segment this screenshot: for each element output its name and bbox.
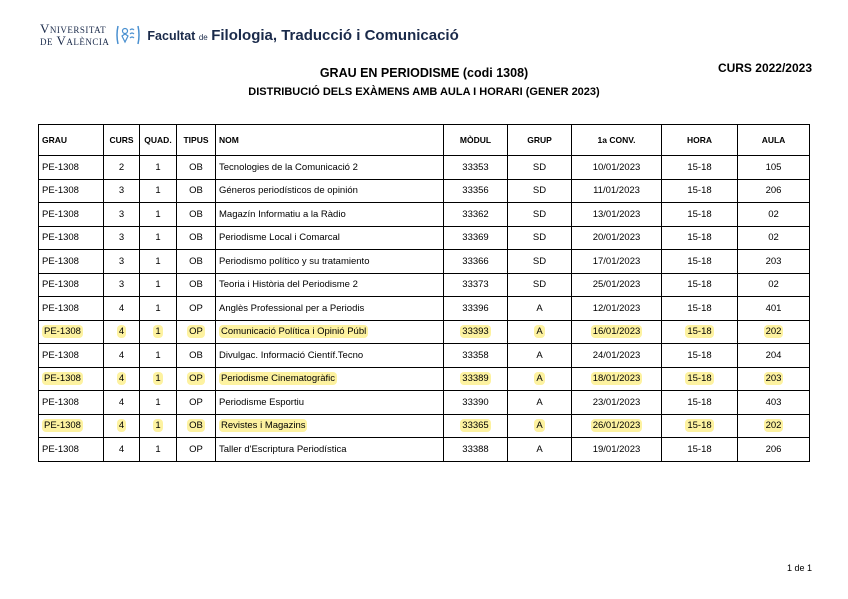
cell-aula — [738, 203, 810, 227]
cell-hora — [662, 438, 738, 462]
cell-conv — [572, 250, 662, 274]
cell-quad — [140, 179, 177, 203]
cell-text: PE-1308 — [42, 443, 79, 455]
cell-tipus — [177, 414, 216, 438]
cell-aula — [738, 297, 810, 321]
cell-text: 1 — [155, 420, 161, 432]
cell-text: A — [536, 373, 543, 385]
cell-text: 33365 — [462, 420, 489, 432]
cell-hora — [662, 414, 738, 438]
cell-text: 33358 — [462, 349, 489, 361]
cell-modul — [444, 344, 508, 368]
header-col-aula: AULA — [738, 125, 810, 156]
cell-text: SD — [532, 208, 547, 220]
cell-text: 1 — [155, 396, 161, 408]
cell-text: 15-18 — [687, 279, 712, 291]
cell-grup — [508, 250, 572, 274]
cell-text: SD — [532, 255, 547, 267]
cell-text: 33390 — [462, 396, 489, 408]
cell-aula — [738, 226, 810, 250]
cell-aula — [738, 179, 810, 203]
cell-curs — [104, 297, 140, 321]
cell-grup — [508, 297, 572, 321]
cell-conv — [572, 367, 662, 391]
cell-aula — [738, 414, 810, 438]
university-line2: de València — [40, 33, 110, 48]
cell-text: 1 — [155, 349, 161, 361]
cell-text: PE-1308 — [42, 349, 79, 361]
cell-text: 02 — [768, 279, 779, 291]
cell-grup — [508, 367, 572, 391]
cell-curs — [104, 179, 140, 203]
cell-text: A — [536, 349, 543, 361]
cell-grup — [508, 156, 572, 180]
cell-tipus — [177, 203, 216, 227]
cell-tipus — [177, 320, 216, 344]
cell-nom — [216, 297, 444, 321]
cell-text: 2 — [118, 161, 125, 173]
cell-aula — [738, 391, 810, 415]
cell-grau — [39, 367, 104, 391]
cell-text: 11/01/2023 — [593, 185, 640, 197]
table-row — [39, 344, 810, 368]
cell-text: 4 — [118, 396, 125, 408]
cell-nom — [216, 414, 444, 438]
cell-grau — [39, 438, 104, 462]
cell-grau — [39, 156, 104, 180]
cell-modul — [444, 203, 508, 227]
cell-text: 4 — [118, 302, 125, 314]
cell-hora — [662, 179, 738, 203]
cell-aula — [738, 273, 810, 297]
cell-text: OP — [189, 373, 203, 385]
cell-text: 203 — [765, 373, 782, 385]
cell-hora — [662, 344, 738, 368]
institution-header — [40, 22, 459, 48]
faculty-name — [147, 27, 458, 44]
cell-grau — [39, 391, 104, 415]
cell-text: 19/01/2023 — [592, 443, 641, 455]
header-col-grau: GRAU — [39, 125, 104, 156]
cell-text: 401 — [765, 302, 782, 314]
table-row — [39, 250, 810, 274]
cell-text: 4 — [118, 420, 125, 432]
cell-text: PE-1308 — [42, 161, 79, 173]
cell-text: PE-1308 — [42, 302, 79, 314]
table-row — [39, 391, 810, 415]
cell-text: Géneros periodísticos de opinión — [219, 185, 358, 197]
cell-text: 204 — [765, 349, 782, 361]
cell-text: PE-1308 — [42, 396, 79, 408]
cell-text: PE-1308 — [42, 185, 79, 197]
cell-grau — [39, 414, 104, 438]
cell-grup — [508, 438, 572, 462]
cell-grup — [508, 391, 572, 415]
cell-text: OP — [189, 302, 203, 314]
cell-tipus — [177, 273, 216, 297]
cell-text: A — [536, 302, 543, 314]
cell-text: 1 — [155, 443, 161, 455]
cell-text: 1 — [155, 326, 161, 338]
cell-grau — [39, 344, 104, 368]
cell-nom — [216, 344, 444, 368]
cell-modul — [444, 320, 508, 344]
cell-grau — [39, 250, 104, 274]
cell-quad — [140, 320, 177, 344]
cell-curs — [104, 156, 140, 180]
cell-hora — [662, 320, 738, 344]
cell-text: 33388 — [462, 443, 489, 455]
cell-text: SD — [532, 232, 547, 244]
table-row — [39, 320, 810, 344]
cell-tipus — [177, 226, 216, 250]
cell-nom — [216, 367, 444, 391]
cell-text: 17/01/2023 — [592, 255, 641, 267]
cell-text: PE-1308 — [44, 326, 81, 338]
cell-hora — [662, 273, 738, 297]
document-title: GRAU EN PERIODISME (codi 1308) — [319, 66, 529, 80]
document-subtitle: DISTRIBUCIÓ DELS EXÀMENS AMB AULA I HORARI (GENER 2023) — [248, 86, 600, 98]
cell-text: 33369 — [462, 232, 489, 244]
header-col-grup: GRUP — [508, 125, 572, 156]
cell-conv — [572, 344, 662, 368]
cell-text: Tecnologies de la Comunicació 2 — [219, 161, 358, 173]
cell-text: Divulgac. Informació Científ.Tecno — [219, 349, 364, 361]
table-row — [39, 226, 810, 250]
cell-text: 16/01/2023 — [592, 326, 641, 338]
header-col-quad: QUAD. — [140, 125, 177, 156]
cell-text: 203 — [765, 255, 782, 267]
cell-modul — [444, 156, 508, 180]
cell-text: 18/01/2023 — [592, 373, 641, 385]
cell-text: SD — [532, 279, 547, 291]
cell-hora — [662, 203, 738, 227]
cell-conv — [572, 156, 662, 180]
cell-grau — [39, 273, 104, 297]
cell-text: OB — [189, 208, 203, 220]
cell-aula — [738, 320, 810, 344]
cell-text: SD — [532, 185, 547, 197]
header-col-conv: 1a CONV. — [572, 125, 662, 156]
cell-conv — [572, 320, 662, 344]
cell-text: Comunicació Política i Opinió Públ — [221, 326, 367, 338]
cell-nom — [216, 156, 444, 180]
cell-nom — [216, 226, 444, 250]
cell-text: PE-1308 — [42, 208, 79, 220]
cell-text: 4 — [118, 349, 125, 361]
cell-text: 403 — [765, 396, 782, 408]
cell-conv — [572, 438, 662, 462]
cell-conv — [572, 226, 662, 250]
cell-quad — [140, 297, 177, 321]
table-row — [39, 156, 810, 180]
cell-text: Periodisme Cinematogràfic — [221, 373, 336, 385]
cell-text: OB — [189, 420, 203, 432]
cell-text: 33353 — [462, 161, 489, 173]
cell-text: SD — [532, 161, 547, 173]
table-row — [39, 203, 810, 227]
header-col-nom: NOM — [216, 125, 444, 156]
cell-conv — [572, 391, 662, 415]
header-col-tipus: TIPUS — [177, 125, 216, 156]
cell-grau — [39, 179, 104, 203]
university-emblem-icon — [115, 22, 141, 48]
cell-modul — [444, 273, 508, 297]
cell-hora — [662, 226, 738, 250]
cell-quad — [140, 438, 177, 462]
cell-text: 1 — [155, 255, 161, 267]
cell-quad — [140, 367, 177, 391]
cell-text: 15-18 — [687, 420, 712, 432]
cell-text: 15-18 — [687, 208, 712, 220]
cell-grup — [508, 320, 572, 344]
cell-text: 1 — [155, 302, 161, 314]
cell-quad — [140, 226, 177, 250]
cell-text: 3 — [118, 232, 125, 244]
cell-text: 33389 — [462, 373, 489, 385]
cell-hora — [662, 250, 738, 274]
cell-text: Periodismo político y su tratamiento — [219, 255, 370, 267]
cell-modul — [444, 250, 508, 274]
cell-text: Magazín Informatiu a la Ràdio — [219, 208, 346, 220]
faculty-de: de — [198, 32, 208, 42]
cell-conv — [572, 179, 662, 203]
table-row — [39, 273, 810, 297]
cell-text: 23/01/2023 — [592, 396, 641, 408]
cell-text: OB — [189, 349, 203, 361]
cell-tipus — [177, 297, 216, 321]
cell-text: Taller d'Escriptura Periodística — [219, 443, 347, 455]
cell-curs — [104, 344, 140, 368]
university-line1: Vniversitat — [40, 21, 107, 36]
cell-curs — [104, 367, 140, 391]
table-row — [39, 297, 810, 321]
cell-aula — [738, 344, 810, 368]
cell-curs — [104, 226, 140, 250]
header-col-curs: CURS — [104, 125, 140, 156]
table-row — [39, 179, 810, 203]
cell-tipus — [177, 367, 216, 391]
cell-conv — [572, 273, 662, 297]
cell-tipus — [177, 438, 216, 462]
cell-text: 02 — [768, 232, 779, 244]
cell-quad — [140, 250, 177, 274]
cell-text: PE-1308 — [42, 255, 79, 267]
cell-text: OB — [189, 279, 203, 291]
cell-text: 15-18 — [687, 185, 712, 197]
cell-text: 15-18 — [687, 161, 712, 173]
cell-curs — [104, 273, 140, 297]
cell-text: 25/01/2023 — [592, 279, 641, 291]
cell-grup — [508, 203, 572, 227]
cell-text: 33362 — [462, 208, 489, 220]
cell-tipus — [177, 344, 216, 368]
cell-text: 4 — [118, 443, 125, 455]
cell-text: 10/01/2023 — [592, 161, 641, 173]
cell-nom — [216, 438, 444, 462]
cell-curs — [104, 250, 140, 274]
cell-text: 12/01/2023 — [592, 302, 641, 314]
cell-text: 33393 — [462, 326, 489, 338]
cell-hora — [662, 297, 738, 321]
cell-text: 15-18 — [687, 326, 712, 338]
cell-aula — [738, 250, 810, 274]
cell-text: OP — [189, 396, 203, 408]
table-header-row — [39, 125, 810, 156]
cell-text: 33373 — [462, 279, 489, 291]
cell-grau — [39, 203, 104, 227]
cell-text: PE-1308 — [42, 232, 79, 244]
cell-modul — [444, 438, 508, 462]
cell-text: 3 — [118, 185, 125, 197]
cell-curs — [104, 414, 140, 438]
cell-text: 15-18 — [687, 349, 712, 361]
cell-text: 33396 — [462, 302, 489, 314]
cell-text: 4 — [118, 373, 125, 385]
cell-text: 206 — [765, 443, 782, 455]
cell-modul — [444, 367, 508, 391]
cell-text: 105 — [765, 161, 782, 173]
table-body — [39, 156, 810, 462]
cell-aula — [738, 438, 810, 462]
table-row — [39, 367, 810, 391]
cell-quad — [140, 156, 177, 180]
cell-grup — [508, 414, 572, 438]
cell-quad — [140, 203, 177, 227]
cell-text: 3 — [118, 255, 125, 267]
cell-text: Periodisme Local i Comarcal — [219, 232, 340, 244]
cell-text: 15-18 — [687, 255, 712, 267]
faculty-prefix: Facultat — [147, 28, 196, 43]
cell-quad — [140, 391, 177, 415]
cell-text: 4 — [118, 326, 125, 338]
cell-text: 26/01/2023 — [592, 420, 641, 432]
cell-text: 13/01/2023 — [592, 208, 641, 220]
cell-text: 33366 — [462, 255, 489, 267]
cell-tipus — [177, 250, 216, 274]
cell-nom — [216, 273, 444, 297]
cell-text: 1 — [155, 232, 161, 244]
cell-hora — [662, 367, 738, 391]
cell-text: OB — [189, 185, 203, 197]
cell-text: 206 — [765, 185, 782, 197]
cell-grau — [39, 297, 104, 321]
cell-conv — [572, 414, 662, 438]
cell-text: A — [536, 420, 543, 432]
cell-text: Periodisme Esportiu — [219, 396, 305, 408]
cell-curs — [104, 391, 140, 415]
cell-grau — [39, 320, 104, 344]
cell-text: 1 — [155, 185, 161, 197]
cell-text: 3 — [118, 208, 125, 220]
cell-tipus — [177, 179, 216, 203]
cell-text: 1 — [155, 208, 161, 220]
cell-grup — [508, 179, 572, 203]
cell-nom — [216, 179, 444, 203]
cell-text: 1 — [155, 161, 161, 173]
cell-text: A — [536, 326, 543, 338]
cell-tipus — [177, 156, 216, 180]
cell-modul — [444, 179, 508, 203]
cell-grup — [508, 344, 572, 368]
cell-conv — [572, 297, 662, 321]
cell-text: 15-18 — [687, 232, 712, 244]
cell-text: 15-18 — [687, 373, 712, 385]
cell-text: 20/01/2023 — [592, 232, 641, 244]
cell-modul — [444, 414, 508, 438]
cell-text: 15-18 — [687, 302, 712, 314]
cell-text: 02 — [768, 208, 779, 220]
cell-text: Teoria i Història del Periodisme 2 — [219, 279, 358, 291]
cell-text: OB — [189, 232, 203, 244]
cell-text: OP — [189, 326, 203, 338]
header-col-modul: MÒDUL — [444, 125, 508, 156]
cell-conv — [572, 203, 662, 227]
cell-text: 15-18 — [687, 443, 712, 455]
cell-text: 15-18 — [687, 396, 712, 408]
cell-nom — [216, 391, 444, 415]
cell-text: 202 — [765, 326, 782, 338]
cell-curs — [104, 203, 140, 227]
cell-text: 3 — [118, 279, 125, 291]
table-row — [39, 438, 810, 462]
cell-curs — [104, 438, 140, 462]
cell-modul — [444, 391, 508, 415]
cell-text: A — [536, 396, 543, 408]
cell-aula — [738, 156, 810, 180]
cell-grup — [508, 226, 572, 250]
cell-hora — [662, 391, 738, 415]
cell-hora — [662, 156, 738, 180]
header-col-hora: HORA — [662, 125, 738, 156]
cell-grau — [39, 226, 104, 250]
course-year: CURS 2022/2023 — [717, 61, 812, 75]
cell-text: OB — [189, 161, 203, 173]
cell-modul — [444, 226, 508, 250]
cell-modul — [444, 297, 508, 321]
cell-text: 202 — [765, 420, 782, 432]
cell-nom — [216, 203, 444, 227]
faculty-title: Filologia, Traducció i Comunicació — [211, 26, 459, 44]
cell-quad — [140, 273, 177, 297]
cell-text: PE-1308 — [44, 373, 81, 385]
cell-text: PE-1308 — [44, 420, 81, 432]
cell-curs — [104, 320, 140, 344]
cell-text: 1 — [155, 279, 161, 291]
cell-text: A — [536, 443, 543, 455]
cell-quad — [140, 414, 177, 438]
page-number: 1 de 1 — [786, 563, 812, 573]
cell-nom — [216, 320, 444, 344]
university-logo-text — [40, 23, 109, 47]
cell-text: PE-1308 — [42, 279, 79, 291]
table-row — [39, 414, 810, 438]
cell-text: 1 — [155, 373, 161, 385]
cell-text: Revistes i Magazins — [221, 420, 306, 432]
cell-text: 33356 — [462, 185, 489, 197]
cell-text: OB — [189, 255, 203, 267]
cell-text: OP — [189, 443, 203, 455]
cell-text: Anglès Professional per a Periodis — [219, 302, 365, 314]
cell-tipus — [177, 391, 216, 415]
cell-grup — [508, 273, 572, 297]
cell-text: 24/01/2023 — [592, 349, 641, 361]
cell-nom — [216, 250, 444, 274]
cell-quad — [140, 344, 177, 368]
cell-aula — [738, 367, 810, 391]
exam-schedule-table — [38, 124, 810, 462]
